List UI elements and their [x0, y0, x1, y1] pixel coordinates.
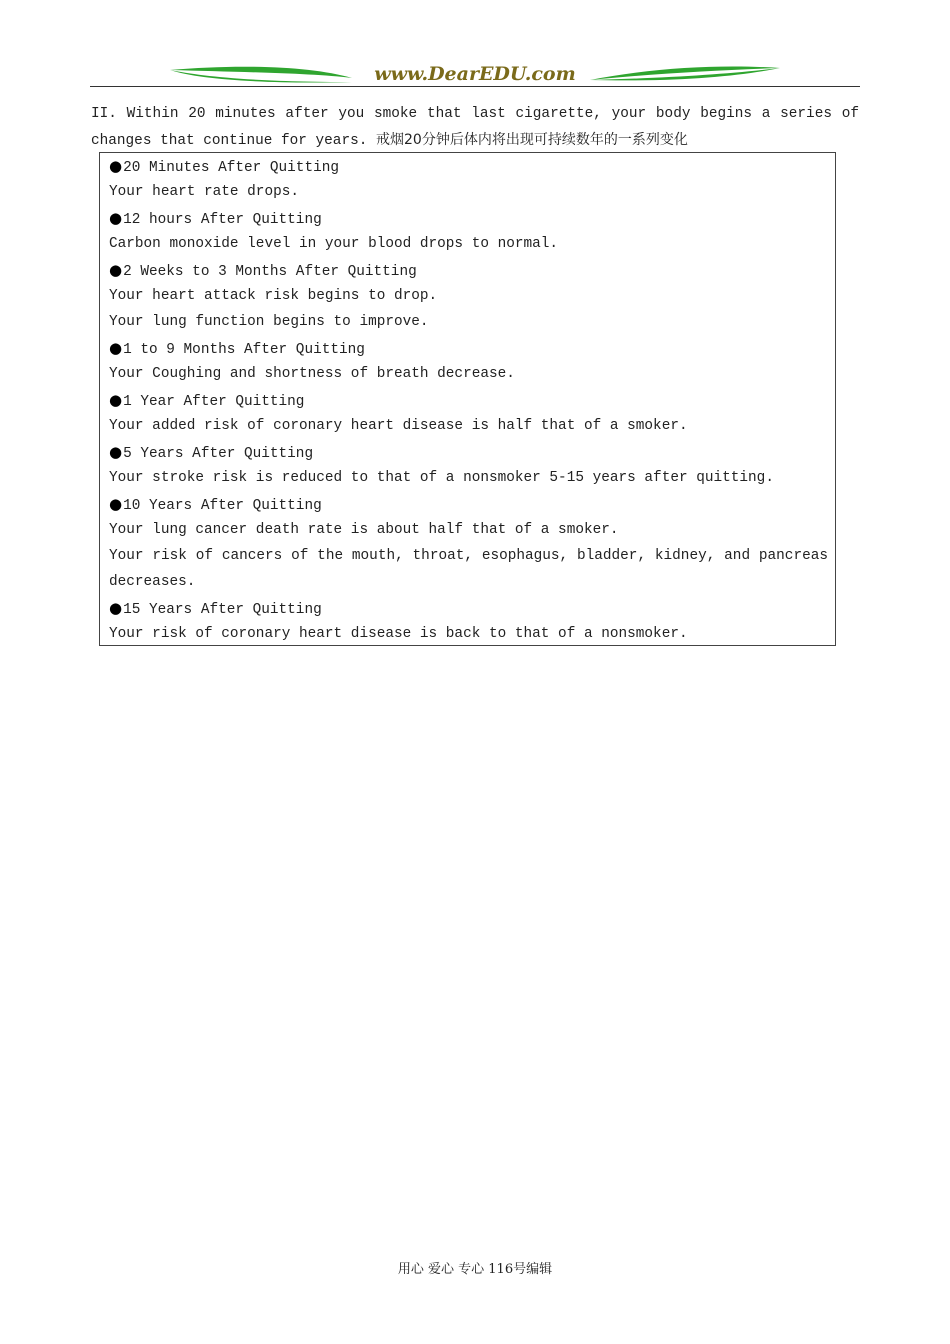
timeline-heading: ●15 Years After Quitting [109, 599, 322, 618]
intro-chinese: 戒烟20分钟后体内将出现可持续数年的一系列变化 [376, 132, 688, 148]
bullet-icon: ● [109, 495, 123, 513]
timeline-detail: Your heart attack risk begins to drop. [109, 288, 438, 304]
intro-line-1: II. Within 20 minutes after you smoke that last cigarette, your body begins a series of [91, 106, 859, 122]
timeline-heading: ●10 Years After Quitting [109, 495, 322, 514]
timeline-detail: Your added risk of coronary heart disease is half that of a smoker. [109, 418, 688, 434]
bullet-icon: ● [109, 391, 123, 409]
timeline-detail: Your risk of cancers of the mouth, throat, esophagus, bladder, kidney, and pancreas decreases. [109, 548, 828, 590]
timeline-heading: ●20 Minutes After Quitting [109, 157, 339, 176]
bullet-icon: ● [109, 157, 123, 175]
header-divider [90, 86, 860, 87]
timeline-heading: ●5 Years After Quitting [109, 443, 314, 462]
timeline-detail: Your lung cancer death rate is about half that of a smoker. [109, 522, 619, 538]
page-footer: 用心 爱心 专心 116号编辑 [397, 1262, 553, 1277]
quitting-timeline-box [99, 152, 836, 646]
bullet-icon: ● [109, 209, 123, 227]
timeline-detail: Your Coughing and shortness of breath decrease. [109, 366, 515, 382]
timeline-detail: Carbon monoxide level in your blood drops to normal. [109, 236, 559, 252]
timeline-content [109, 153, 828, 647]
intro-paragraph [91, 101, 859, 154]
intro-line-2: changes that continue for years. [91, 133, 368, 149]
timeline-heading: ●1 Year After Quitting [109, 391, 305, 410]
bullet-icon: ● [109, 599, 123, 617]
timeline-detail: Your heart rate drops. [109, 184, 299, 200]
timeline-heading: ●12 hours After Quitting [109, 209, 322, 228]
timeline-heading: ●1 to 9 Months After Quitting [109, 339, 365, 358]
timeline-heading: ●2 Weeks to 3 Months After Quitting [109, 261, 417, 280]
site-logo-text: www.DearEDU.com [374, 63, 576, 85]
timeline-detail: Your lung function begins to improve. [109, 314, 429, 330]
bullet-icon: ● [109, 443, 123, 461]
timeline-detail: Your risk of coronary heart disease is back to that of a nonsmoker. [109, 626, 688, 642]
timeline-detail: Your stroke risk is reduced to that of a nonsmoker 5-15 years after quitting. [109, 470, 774, 486]
bullet-icon: ● [109, 339, 123, 357]
bullet-icon: ● [109, 261, 123, 279]
